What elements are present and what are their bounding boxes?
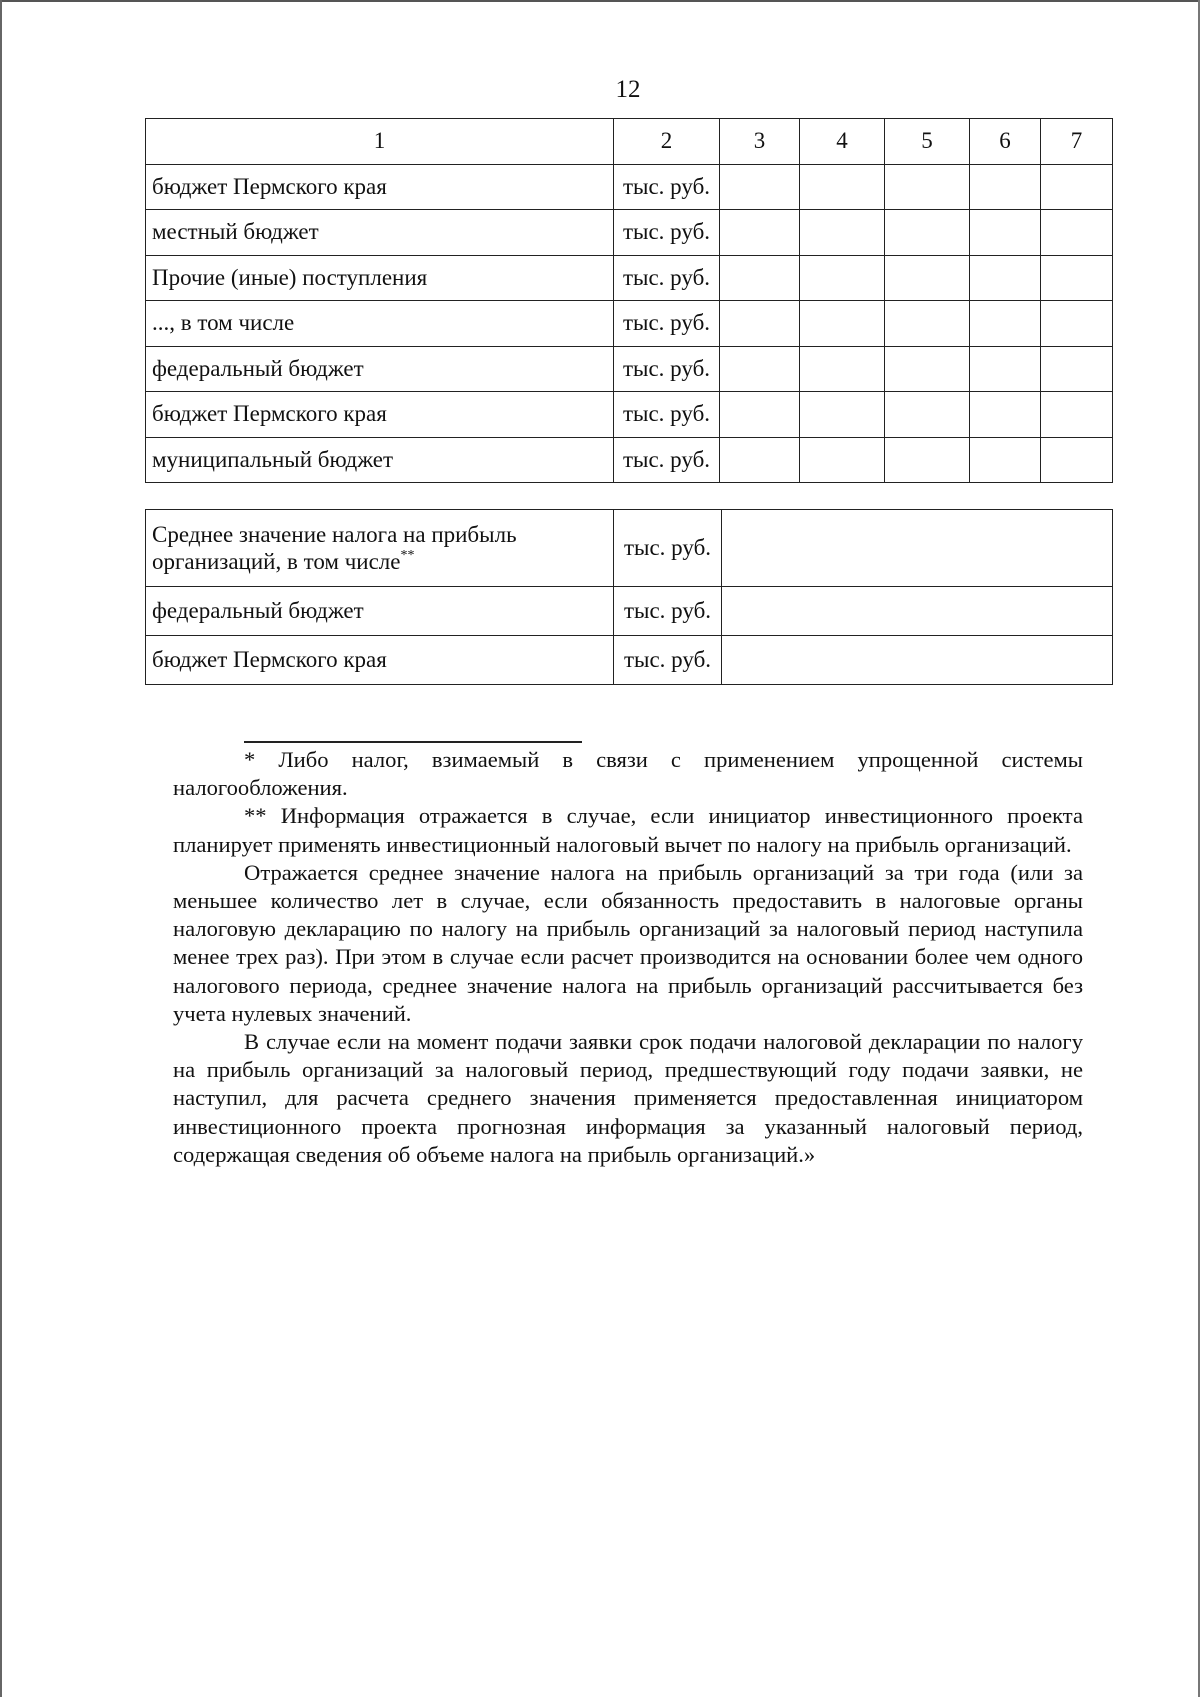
table-header-row (146, 119, 1113, 165)
empty-cell (885, 210, 970, 256)
row-unit: тыс. руб. (614, 510, 722, 587)
table-row (146, 636, 1113, 685)
footnote-marker: ** (400, 547, 415, 563)
row-label: ..., в том числе (146, 301, 614, 347)
table-header-cell: 3 (720, 119, 800, 165)
table-header-cell: 5 (885, 119, 970, 165)
table-row (146, 164, 1113, 210)
empty-cell (970, 210, 1041, 256)
row-label: бюджет Пермского края (146, 392, 614, 438)
row-unit: тыс. руб. (614, 164, 720, 210)
empty-cell (885, 437, 970, 483)
row-label: бюджет Пермского края (146, 164, 614, 210)
row-unit: тыс. руб. (614, 587, 722, 636)
budget-table (145, 118, 1113, 483)
table-row (146, 301, 1113, 347)
empty-cell (1041, 255, 1113, 301)
empty-cell (800, 210, 885, 256)
footnote-paragraph: В случае если на момент подачи заявки срок подачи налоговой декларации по налогу на прибыль организаций за налоговый период, предшествующий году подачи заявки, не наступил, для расчета среднего значения применяется предоставленная инициатором инвестиционного проекта прогнозная информация за указанный налоговый период, содержащая сведения об объеме налога на прибыль организаций.» (173, 1029, 1083, 1167)
empty-cell (720, 164, 800, 210)
table-header-cell: 7 (1041, 119, 1113, 165)
profit-tax-table (145, 509, 1113, 685)
table-header-cell: 2 (614, 119, 720, 165)
empty-cell (970, 255, 1041, 301)
empty-cell (720, 255, 800, 301)
row-unit: тыс. руб. (614, 210, 720, 256)
empty-cell (1041, 392, 1113, 438)
empty-cell (1041, 210, 1113, 256)
empty-cell (720, 437, 800, 483)
empty-cell (720, 346, 800, 392)
table-header-cell: 6 (970, 119, 1041, 165)
scan-edge-top (0, 0, 1200, 2)
empty-cell (885, 392, 970, 438)
empty-cell (720, 392, 800, 438)
footnote-paragraph: Отражается среднее значение налога на прибыль организаций за три года (или за меньшее количество лет в случае, если обязанность предоставить в налоговые органы налоговую декларацию по налогу на прибыль организаций за налоговый период наступила менее трех раз). При этом в случае если расчет производится на основании более чем одного налогового периода, среднее значение налога на прибыль организаций рассчитывается без учета нулевых значений. (173, 859, 1083, 1026)
table-header-cell: 1 (146, 119, 614, 165)
empty-cell (800, 392, 885, 438)
table-row (146, 346, 1113, 392)
empty-cell (1041, 437, 1113, 483)
empty-cell (970, 301, 1041, 347)
footnote-paragraph: ** Информация отражается в случае, если инициатор инвестиционного проекта планирует применять инвестиционный налоговый вычет по налогу на прибыль организаций. (173, 803, 1083, 857)
empty-cell (885, 301, 970, 347)
row-label: федеральный бюджет (146, 587, 614, 636)
table-header-cell: 4 (800, 119, 885, 165)
row-label-line: Среднее значение налога на прибыль (152, 521, 517, 547)
row-label: местный бюджет (146, 210, 614, 256)
empty-cell (800, 164, 885, 210)
empty-cell (722, 636, 1113, 685)
footnote-divider (244, 741, 582, 743)
table-row (146, 392, 1113, 438)
empty-cell (722, 510, 1113, 587)
page-number: 12 (615, 76, 641, 103)
table-row (146, 210, 1113, 256)
row-label: муниципальный бюджет (146, 437, 614, 483)
table-row (146, 255, 1113, 301)
empty-cell (800, 437, 885, 483)
empty-cell (970, 392, 1041, 438)
empty-cell (885, 346, 970, 392)
row-label-line: организаций, в том числе (152, 548, 401, 574)
empty-cell (885, 164, 970, 210)
empty-cell (970, 437, 1041, 483)
empty-cell (720, 210, 800, 256)
row-unit: тыс. руб. (614, 636, 722, 685)
empty-cell (800, 301, 885, 347)
table-row (146, 587, 1113, 636)
row-label: Прочие (иные) поступления (146, 255, 614, 301)
empty-cell (720, 301, 800, 347)
footnote-paragraph: * Либо налог, взимаемый в связи с применением упрощенной системы налогообложения. (173, 747, 1083, 801)
empty-cell (800, 346, 885, 392)
empty-cell (970, 346, 1041, 392)
row-unit: тыс. руб. (614, 392, 720, 438)
footnotes (173, 746, 1083, 1169)
empty-cell (970, 164, 1041, 210)
empty-cell (885, 255, 970, 301)
row-unit: тыс. руб. (614, 437, 720, 483)
empty-cell (722, 587, 1113, 636)
row-label: федеральный бюджет (146, 346, 614, 392)
empty-cell (1041, 346, 1113, 392)
scan-edge-left (0, 0, 2, 1697)
empty-cell (1041, 301, 1113, 347)
row-unit: тыс. руб. (614, 301, 720, 347)
empty-cell (1041, 164, 1113, 210)
table-row (146, 510, 1113, 587)
row-unit: тыс. руб. (614, 346, 720, 392)
row-label (146, 510, 614, 587)
table-row (146, 437, 1113, 483)
empty-cell (800, 255, 885, 301)
row-unit: тыс. руб. (614, 255, 720, 301)
row-label: бюджет Пермского края (146, 636, 614, 685)
